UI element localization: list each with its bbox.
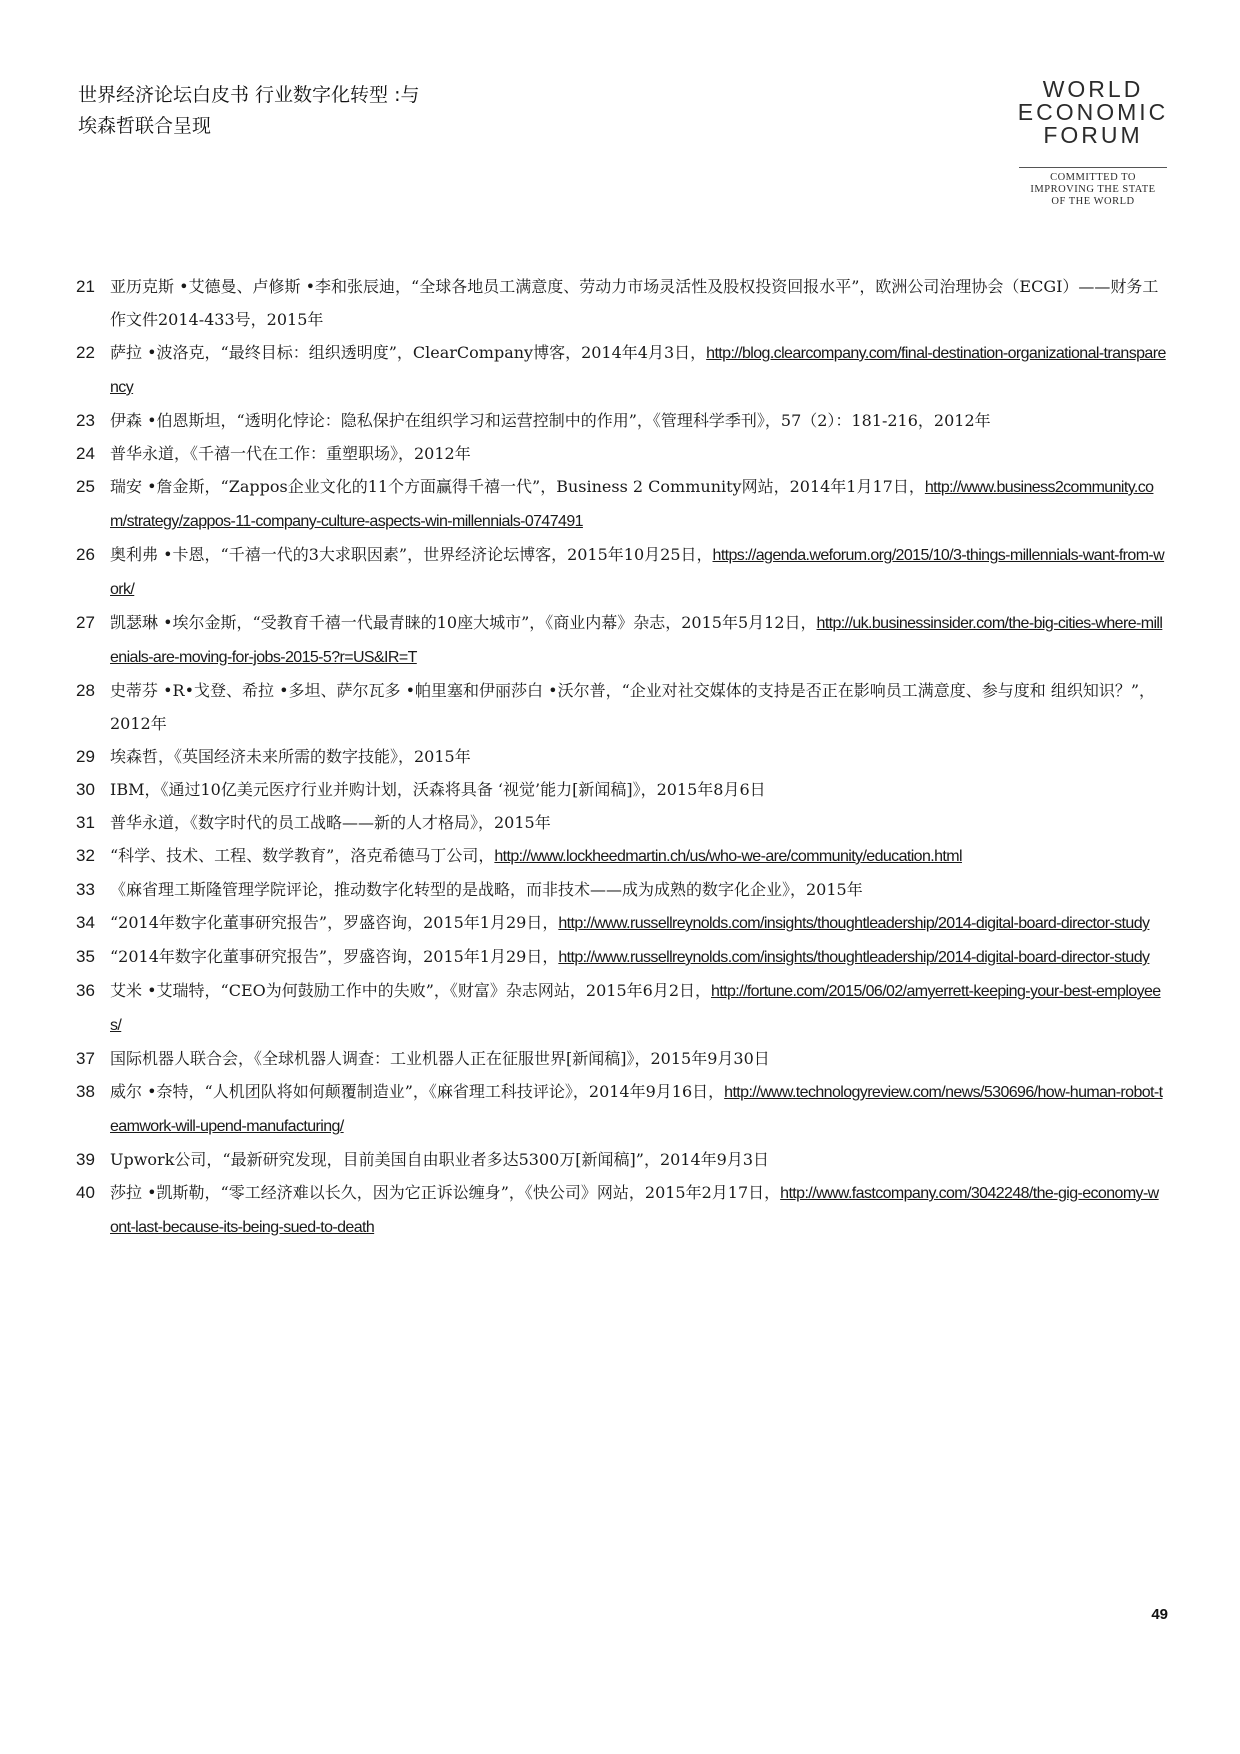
reference-item-26 bbox=[76, 538, 1166, 606]
reference-item-25 bbox=[76, 470, 1166, 538]
reference-text: 亚历克斯 •艾德曼、卢修斯 •李和张辰迪，“全球各地员工满意度、劳动力市场灵活性及股权投资回报水平”，欧洲公司治理协会（ECGI）——财务工作文件2014-433号，2015年 bbox=[110, 277, 1159, 329]
reference-text: IBM，《通过10亿美元医疗行业并购计划，沃森将具备 ‘视觉’能力[新闻稿]》，2015年8月6日 bbox=[110, 780, 766, 799]
reference-text: 莎拉 •凯斯勒，“零工经济难以长久，因为它正诉讼缠身”，《快公司》网站，2015年2月17日， bbox=[110, 1183, 781, 1202]
reference-text: 埃森哲，《英国经济未来所需的数字技能》，2015年 bbox=[110, 747, 471, 766]
logo-line-world: WORLD bbox=[1042, 76, 1144, 102]
logo-tagline-line2: IMPROVING THE STATE bbox=[1030, 184, 1156, 195]
reference-number: 37 bbox=[76, 1049, 95, 1068]
reference-text: “2014年数字化董事研究报告”，罗盛咨询，2015年1月29日， bbox=[110, 913, 559, 932]
reference-item-22 bbox=[76, 336, 1166, 404]
reference-number: 30 bbox=[76, 780, 95, 799]
logo-line-economic: ECONOMIC bbox=[1017, 99, 1169, 125]
reference-number: 27 bbox=[76, 613, 95, 632]
logo-tagline-line3: OF THE WORLD bbox=[1051, 196, 1135, 207]
reference-item-35 bbox=[76, 940, 1166, 974]
reference-item-38 bbox=[76, 1075, 1166, 1143]
logo-line-forum: FORUM bbox=[1043, 122, 1143, 148]
reference-text: 普华永道，《数字时代的员工战略——新的人才格局》，2015年 bbox=[110, 813, 551, 832]
reference-text: 史蒂芬 •R•戈登、希拉 •多坦、萨尔瓦多 •帕里塞和伊丽莎白 •沃尔普，“企业对社交媒体的支持是否正在影响员工满意度、参与度和 组织知识？”，2012年 bbox=[110, 681, 1156, 733]
reference-text: “科学、技术、工程、数学教育”，洛克希德马丁公司， bbox=[110, 846, 495, 865]
reference-item-37 bbox=[76, 1042, 1166, 1075]
reference-item-23 bbox=[76, 404, 1166, 437]
reference-item-36 bbox=[76, 974, 1166, 1042]
reference-number: 25 bbox=[76, 477, 95, 496]
reference-text: 凯瑟琳 •埃尔金斯，“受教育千禧一代最青睐的10座大城市”，《商业内幕》杂志，2015年5月12日， bbox=[110, 613, 817, 632]
reference-link[interactable]: http://fortune.com/2015/06/02/amyerrett-keeping-your-best-employees/ bbox=[110, 983, 1161, 1034]
reference-text: 国际机器人联合会，《全球机器人调查：工业机器人正在征服世界[新闻稿]》，2015年9月30日 bbox=[110, 1049, 770, 1068]
reference-text: 萨拉 •波洛克，“最终目标：组织透明度”，ClearCompany博客，2014年4月3日， bbox=[110, 343, 707, 362]
reference-number: 32 bbox=[76, 846, 95, 865]
reference-text: 伊森 •伯恩斯坦，“透明化悖论：隐私保护在组织学习和运营控制中的作用”，《管理科学季刊》，57（2）：181-216，2012年 bbox=[110, 411, 991, 430]
reference-number: 29 bbox=[76, 747, 95, 766]
reference-item-31 bbox=[76, 806, 1166, 839]
reference-link[interactable]: https://agenda.weforum.org/2015/10/3-things-millennials-want-from-work/ bbox=[110, 547, 1165, 598]
reference-number: 36 bbox=[76, 981, 95, 1000]
reference-number: 28 bbox=[76, 681, 95, 700]
reference-item-21 bbox=[76, 270, 1166, 336]
reference-item-32 bbox=[76, 839, 1166, 873]
logo-tagline-line1: COMMITTED TO bbox=[1050, 172, 1136, 183]
reference-text: 《麻省理工斯隆管理学院评论，推动数字化转型的是战略，而非技术——成为成熟的数字化企业》，2015年 bbox=[110, 880, 863, 899]
reference-number: 22 bbox=[76, 343, 95, 362]
reference-text: 艾米 •艾瑞特，“CEO为何鼓励工作中的失败”，《财富》杂志网站，2015年6月2日， bbox=[110, 981, 712, 1000]
reference-item-27 bbox=[76, 606, 1166, 674]
reference-link[interactable]: http://www.lockheedmartin.ch/us/who-we-are/community/education.html bbox=[494, 848, 962, 865]
reference-link[interactable]: http://www.russellreynolds.com/insights/thoughtleadership/2014-digital-board-director-study bbox=[558, 949, 1150, 966]
reference-item-39 bbox=[76, 1143, 1166, 1176]
reference-link[interactable]: http://www.business2community.com/strategy/zappos-11-company-culture-aspects-win-millennials-0747491 bbox=[110, 479, 1154, 530]
reference-item-34 bbox=[76, 906, 1166, 940]
reference-number: 39 bbox=[76, 1150, 95, 1169]
reference-number: 26 bbox=[76, 545, 95, 564]
page-header-title: 世界经济论坛白皮书 行业数字化转型 :与埃森哲联合呈现 bbox=[78, 84, 420, 137]
reference-link[interactable]: http://blog.clearcompany.com/final-destination-organizational-transparency bbox=[110, 345, 1166, 396]
reference-number: 24 bbox=[76, 444, 95, 463]
reference-number: 21 bbox=[76, 277, 95, 296]
reference-link[interactable]: http://www.technologyreview.com/news/530696/how-human-robot-teamwork-will-upend-manufacturing/ bbox=[110, 1084, 1163, 1135]
reference-text: 奥利弗 •卡恩，“千禧一代的3大求职因素”，世界经济论坛博客，2015年10月25日， bbox=[110, 545, 713, 564]
reference-number: 35 bbox=[76, 947, 95, 966]
reference-number: 33 bbox=[76, 880, 95, 899]
reference-number: 40 bbox=[76, 1183, 95, 1202]
reference-item-24 bbox=[76, 437, 1166, 470]
reference-item-33 bbox=[76, 873, 1166, 906]
logo-divider bbox=[1019, 167, 1167, 168]
reference-link[interactable]: http://www.fastcompany.com/3042248/the-gig-economy-wont-last-because-its-being-sued-to-death bbox=[110, 1185, 1159, 1236]
reference-number: 34 bbox=[76, 913, 95, 932]
reference-text: Upwork公司，“最新研究发现，目前美国自由职业者多达5300万[新闻稿]”，2014年9月3日 bbox=[110, 1150, 770, 1169]
reference-item-40 bbox=[76, 1176, 1166, 1244]
reference-link[interactable]: http://uk.businessinsider.com/the-big-cities-where-millenials-are-moving-for-jobs-2015-5?r=US&IR=T bbox=[110, 615, 1163, 666]
page-number: 49 bbox=[1151, 1606, 1168, 1623]
world-economic-forum-logo bbox=[1013, 78, 1173, 208]
reference-item-30 bbox=[76, 773, 1166, 806]
reference-item-29 bbox=[76, 740, 1166, 773]
reference-number: 23 bbox=[76, 411, 95, 430]
reference-text: 瑞安 •詹金斯，“Zappos企业文化的11个方面赢得千禧一代”，Business 2 Community网站，2014年1月17日， bbox=[110, 477, 925, 496]
reference-text: 威尔 •奈特，“人机团队将如何颠覆制造业”，《麻省理工科技评论》，2014年9月16日， bbox=[110, 1082, 725, 1101]
reference-number: 31 bbox=[76, 813, 95, 832]
reference-link[interactable]: http://www.russellreynolds.com/insights/thoughtleadership/2014-digital-board-director-study bbox=[558, 915, 1150, 932]
reference-item-28 bbox=[76, 674, 1166, 740]
reference-text: “2014年数字化董事研究报告”，罗盛咨询，2015年1月29日， bbox=[110, 947, 559, 966]
reference-list bbox=[76, 270, 1166, 1244]
reference-text: 普华永道，《千禧一代在工作：重塑职场》，2012年 bbox=[110, 444, 471, 463]
reference-number: 38 bbox=[76, 1082, 95, 1101]
